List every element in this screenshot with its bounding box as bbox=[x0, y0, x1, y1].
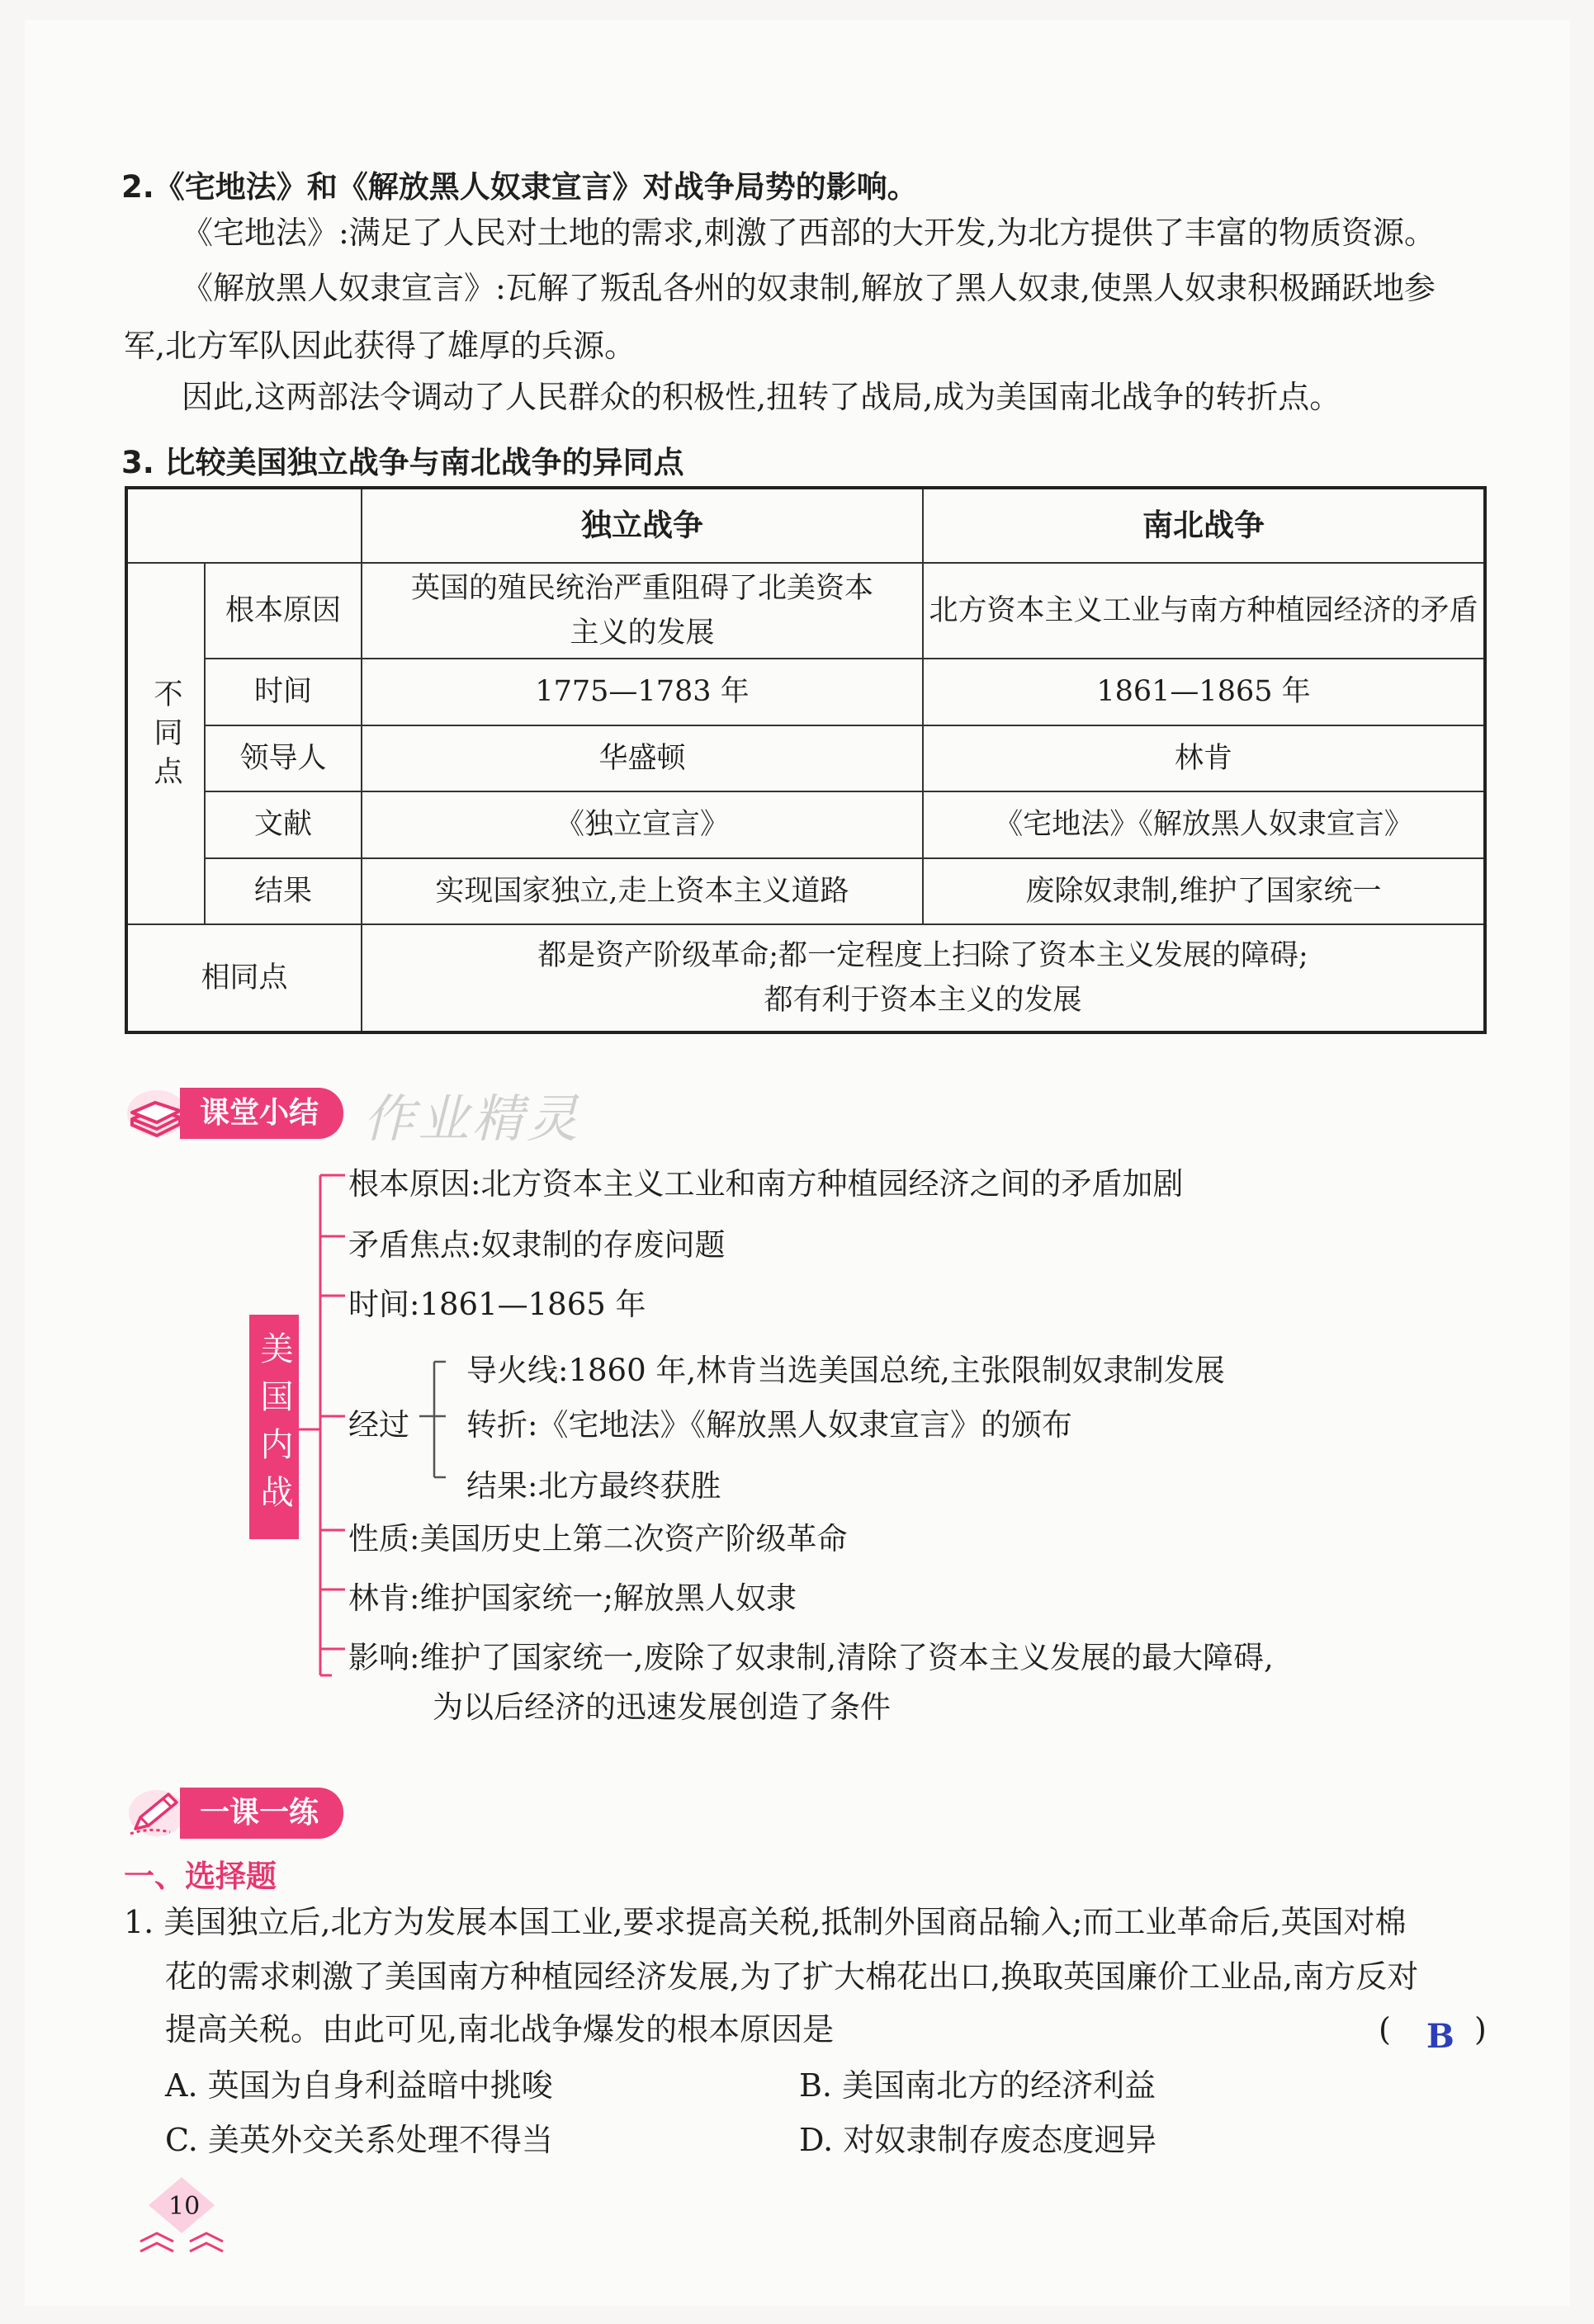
same-content bbox=[362, 924, 1485, 1032]
book-stack-icon bbox=[124, 1088, 188, 1139]
diff-label-cell bbox=[126, 563, 205, 925]
summary-badge-label: 课堂小结 bbox=[180, 1088, 343, 1139]
mindmap-lincoln: 林肯:维护国家统一;解放黑人奴隶 bbox=[348, 1580, 797, 1616]
table-row bbox=[126, 858, 1485, 924]
mindmap-center: 美国内战 bbox=[249, 1315, 299, 1539]
q2-line-3: 军,北方军队因此获得了雄厚的兵源。 bbox=[124, 328, 636, 364]
option-b: B. 美国南北方的经济利益 bbox=[799, 2067, 1156, 2104]
mindmap-process: 经过 bbox=[348, 1407, 409, 1443]
cell-independence: 1775—1783 年 bbox=[362, 659, 923, 725]
mindmap-impact-1: 影响:维护了国家统一,废除了奴隶制,清除了资本主义发展的最大障碍, bbox=[348, 1640, 1274, 1675]
cell-independence: 实现国家独立,走上资本主义道路 bbox=[362, 858, 923, 924]
mindmap-fuse: 导火线:1860 年,林肯当选美国总统,主张限制奴隶制发展 bbox=[466, 1353, 1225, 1388]
same-line-2: 都有利于资本主义的发展 bbox=[764, 984, 1082, 1018]
answer-paren-open: ( bbox=[1379, 2011, 1391, 2048]
page-number: 10 bbox=[168, 2192, 201, 2221]
answer-paren-close: ) bbox=[1474, 2011, 1487, 2048]
section-title: 一、选择题 bbox=[124, 1859, 277, 1894]
mindmap-impact-2: 为以后经济的迅速发展创造了条件 bbox=[433, 1689, 891, 1725]
practice-badge-label: 一课一练 bbox=[180, 1788, 343, 1839]
mindmap-result: 结果:北方最终获胜 bbox=[466, 1468, 721, 1504]
same-line-1: 都是资产阶级革命;都一定程度上扫除了资本主义发展的障碍; bbox=[537, 939, 1308, 973]
option-c: C. 美英外交关系处理不得当 bbox=[165, 2122, 553, 2158]
watermark: 作业精灵 bbox=[363, 1089, 582, 1149]
mindmap-focus: 矛盾焦点:奴隶制的存废问题 bbox=[348, 1227, 726, 1263]
q1-line-3: 提高关税。由此可见,南北战争爆发的根本原因是 bbox=[165, 2011, 835, 2048]
table-row bbox=[126, 659, 1485, 725]
q2-title: 2.《宅地法》和《解放黑人奴隶宣言》对战争局势的影响。 bbox=[121, 169, 918, 205]
mindmap-nature: 性质:美国历史上第二次资产阶级革命 bbox=[348, 1521, 848, 1556]
q1-line-1: 1. 美国独立后,北方为发展本国工业,要求提高关税,抵制外国商品输入;而工业革命后,英国对棉 bbox=[124, 1904, 1407, 1940]
diff-label: 不同点 bbox=[149, 678, 182, 796]
comparison-table bbox=[125, 486, 1487, 1034]
cell-civil: 《宅地法》《解放黑人奴隶宣言》 bbox=[923, 791, 1485, 857]
pencil-icon bbox=[124, 1788, 188, 1839]
row-label: 领导人 bbox=[205, 725, 362, 791]
table-row bbox=[126, 791, 1485, 857]
mindmap-turn: 转折:《宅地法》《解放黑人奴隶宣言》的颁布 bbox=[466, 1407, 1072, 1443]
summary-badge bbox=[124, 1088, 343, 1139]
option-d: D. 对奴隶制存废态度迥异 bbox=[799, 2122, 1157, 2158]
header-civil-war: 南北战争 bbox=[923, 488, 1485, 563]
table-row bbox=[126, 563, 1485, 659]
option-a: A. 英国为自身利益暗中挑唆 bbox=[165, 2067, 553, 2104]
row-label: 时间 bbox=[205, 659, 362, 725]
q2-line-1: 《宅地法》:满足了人民对土地的需求,刺激了西部的大开发,为北方提供了丰富的物质资源。 bbox=[182, 215, 1436, 251]
table-row bbox=[126, 725, 1485, 791]
mindmap-cause: 根本原因:北方资本主义工业和南方种植园经济之间的矛盾加剧 bbox=[348, 1166, 1184, 1202]
table-row bbox=[126, 924, 1485, 1032]
cell-independence: 英国的殖民统治严重阻碍了北美资本主义的发展 bbox=[362, 563, 923, 659]
row-label: 文献 bbox=[205, 791, 362, 857]
cell-civil: 废除奴隶制,维护了国家统一 bbox=[923, 858, 1485, 924]
q1-line-2: 花的需求刺激了美国南方种植园经济发展,为了扩大棉花出口,换取英国廉价工业品,南方反对 bbox=[165, 1958, 1419, 1995]
cell-independence: 《独立宣言》 bbox=[362, 791, 923, 857]
practice-badge bbox=[124, 1788, 343, 1839]
mindmap-time: 时间:1861—1865 年 bbox=[348, 1287, 646, 1322]
header-independence: 独立战争 bbox=[362, 488, 923, 563]
row-label: 结果 bbox=[205, 858, 362, 924]
q2-line-2: 《解放黑人奴隶宣言》:瓦解了叛乱各州的奴隶制,解放了黑人奴隶,使黑人奴隶积极踊跃地参 bbox=[182, 270, 1436, 306]
cell-civil: 1861—1865 年 bbox=[923, 659, 1485, 725]
q2-line-4: 因此,这两部法令调动了人民群众的积极性,扭转了战局,成为美国南北战争的转折点。 bbox=[182, 379, 1341, 415]
cell-independence: 华盛顿 bbox=[362, 725, 923, 791]
answer-mark: B bbox=[1426, 2017, 1454, 2056]
row-label: 根本原因 bbox=[205, 563, 362, 659]
cell-civil: 北方资本主义工业与南方种植园经济的矛盾 bbox=[923, 563, 1485, 659]
q3-title: 3. 比较美国独立战争与南北战争的异同点 bbox=[121, 445, 684, 480]
table-corner-cell bbox=[126, 488, 362, 563]
same-label: 相同点 bbox=[126, 924, 362, 1032]
cell-civil: 林肯 bbox=[923, 725, 1485, 791]
